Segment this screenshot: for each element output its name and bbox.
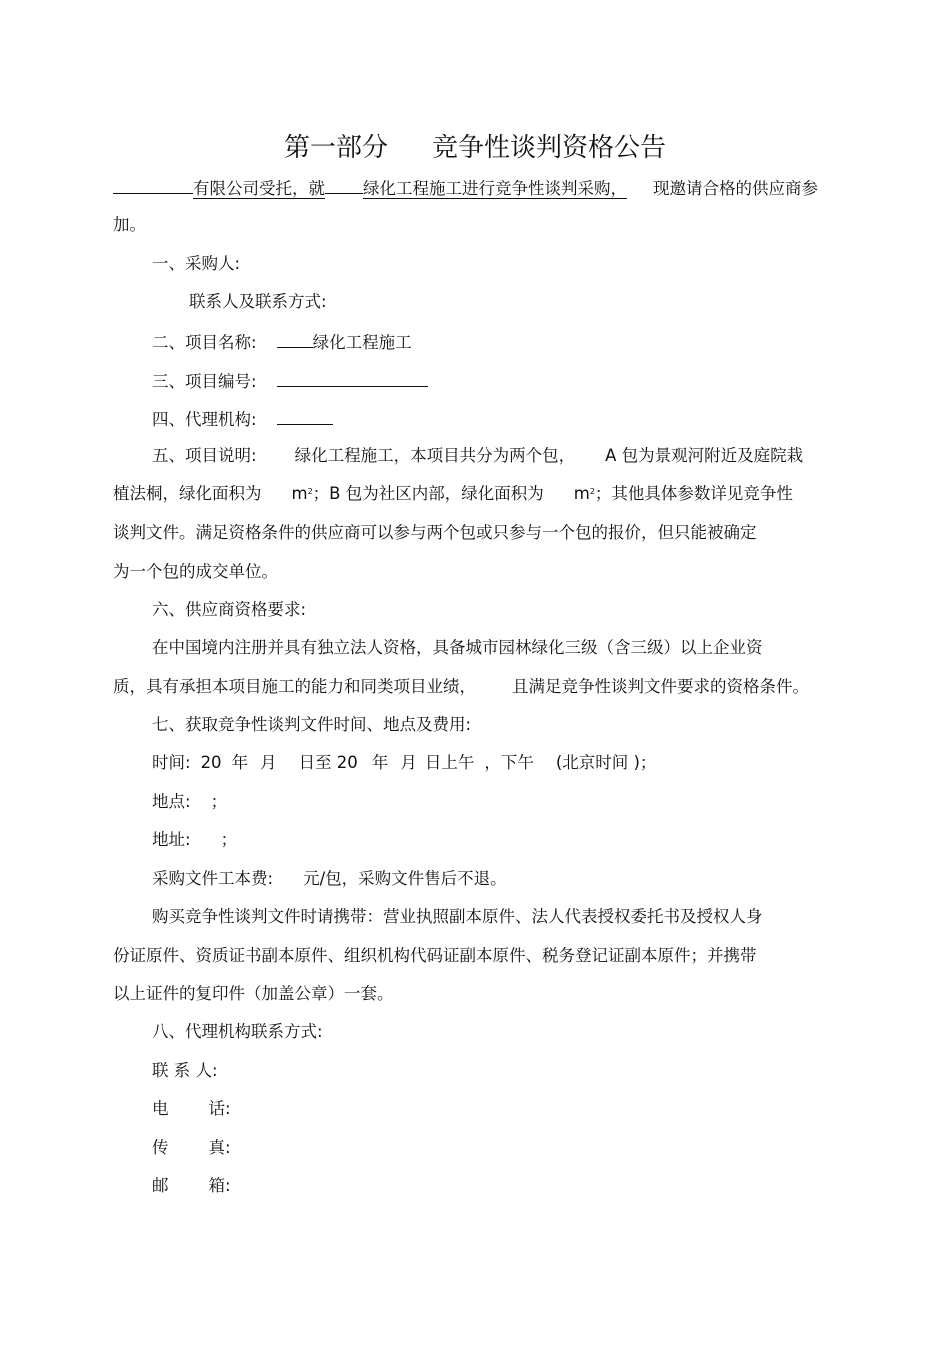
project-desc-b: A 包为景观河附近及庭院栽 xyxy=(605,446,804,465)
intro-line-2: 加。 xyxy=(113,215,146,234)
fee-label: 采购文件工本费: xyxy=(152,869,274,888)
agency-contact-person: 联 系 人: xyxy=(152,1061,218,1080)
area-unit-a: m xyxy=(291,484,308,503)
fax-label-a: 传 xyxy=(152,1138,169,1157)
project-desc-e: ；其他具体参数详见竞争性 xyxy=(594,484,793,503)
time-yue-1: 月 xyxy=(260,753,277,772)
intro-company-text: 有限公司受托，就 xyxy=(193,179,325,198)
section-agency xyxy=(152,406,333,431)
obtain-address-line xyxy=(152,829,237,851)
qualification-b: 质，具有承担本项目施工的能力和同类项目业绩， xyxy=(113,677,476,696)
agency-phone xyxy=(152,1098,231,1120)
obtain-time-line xyxy=(152,752,656,774)
place-label: 地点: xyxy=(152,792,191,811)
project-desc-c: 植法桐，绿化面积为 xyxy=(113,484,262,503)
project-desc-line-3: 谈判文件。满足资格条件的供应商可以参与两个包或只参与一个包的报价，但只能被确定 xyxy=(113,523,757,542)
time-yue-2: 月 xyxy=(400,753,417,772)
bring-docs-line-2: 份证原件、资质证书副本原件、组织机构代码证副本原件、税务登记证副本原件；并携带 xyxy=(113,946,757,965)
page-title xyxy=(0,130,950,166)
address-end: ； xyxy=(220,830,238,849)
fee-value: 元/包，采购文件售后不退。 xyxy=(303,869,507,888)
project-name-value: 绿化工程施工 xyxy=(312,333,412,352)
qualification-line-1: 在中国境内注册并具有独立法人资格，具备城市园林绿化三级（含三级）以上企业资 xyxy=(152,638,763,657)
intro-project-text: 绿化工程施工进行竞争性谈判采购， xyxy=(363,179,627,198)
time-nian-1: 年 xyxy=(231,753,249,772)
place-end: ； xyxy=(210,792,228,811)
phone-label-b: 话: xyxy=(208,1099,231,1118)
time-beijing: (北京时间 )； xyxy=(555,753,657,772)
obtain-fee-line xyxy=(152,868,507,890)
time-pm: 下午 xyxy=(500,753,534,772)
time-label: 时间: xyxy=(152,753,191,772)
section-project-desc xyxy=(152,445,803,467)
intro-invite-text: 现邀请合格的供应商参 xyxy=(653,179,818,198)
project-desc-line-4: 为一个包的成交单位。 xyxy=(113,562,278,581)
time-ri-2: 日上午 xyxy=(424,753,475,772)
title-main: 竞争性谈判资格公告 xyxy=(432,133,667,163)
qualification-c: 且满足竞争性谈判文件要求的资格条件。 xyxy=(512,677,809,696)
time-nian-2: 年 xyxy=(371,753,389,772)
phone-label-a: 电 xyxy=(152,1099,169,1118)
project-desc-line-2: 植法桐，绿化面积为 $m^2$；B 包为社区内部，绿化面积为 $m^2$；其他具体参数详见竞争性 xyxy=(113,484,793,503)
time-ri-1: 日至 20 xyxy=(298,753,358,772)
qualification-line-2 xyxy=(113,676,809,698)
email-label-b: 箱: xyxy=(208,1176,231,1195)
blank-company xyxy=(113,175,193,194)
area-unit-b: m xyxy=(573,484,590,503)
section-agency-contact: 八、代理机构联系方式: xyxy=(152,1022,323,1041)
intro-line-1 xyxy=(113,175,818,200)
agency-fax xyxy=(152,1137,231,1159)
email-label-a: 邮 xyxy=(152,1176,169,1195)
project-name-label: 二、项目名称: xyxy=(152,333,257,352)
agency-label: 四、代理机构: xyxy=(152,410,257,429)
section-obtain-docs: 七、获取竞争性谈判文件时间、地点及费用: xyxy=(152,715,472,734)
obtain-place-line xyxy=(152,791,227,813)
title-part: 第一部分 xyxy=(283,133,388,163)
project-desc-a: 绿化工程施工，本项目共分为两个包， xyxy=(294,446,576,465)
fax-label-b: 真: xyxy=(208,1138,231,1157)
section-purchaser: 一、采购人: xyxy=(152,254,241,273)
blank-project-number xyxy=(277,368,428,387)
bring-docs-line-3: 以上证件的复印件（加盖公章）一套。 xyxy=(113,984,394,1003)
blank-project xyxy=(325,175,363,194)
project-desc-d: ；B 包为社区内部，绿化面积为 xyxy=(312,484,544,503)
time-year-1: 20 xyxy=(200,753,222,772)
project-number-label: 三、项目编号: xyxy=(152,372,257,391)
blank-agency xyxy=(277,406,333,425)
time-comma: ， xyxy=(484,753,501,772)
purchaser-contact: 联系人及联系方式: xyxy=(189,292,327,311)
section-project-number xyxy=(152,368,428,393)
address-label: 地址: xyxy=(152,830,191,849)
bring-docs-line-1: 购买竞争性谈判文件时请携带：营业执照副本原件、法人代表授权委托书及授权人身 xyxy=(152,907,763,926)
section-qualification: 六、供应商资格要求: xyxy=(152,600,307,619)
section-project-name xyxy=(152,329,412,354)
project-desc-label: 五、项目说明: xyxy=(152,446,257,465)
agency-email xyxy=(152,1175,231,1197)
blank-project-name xyxy=(277,329,313,348)
